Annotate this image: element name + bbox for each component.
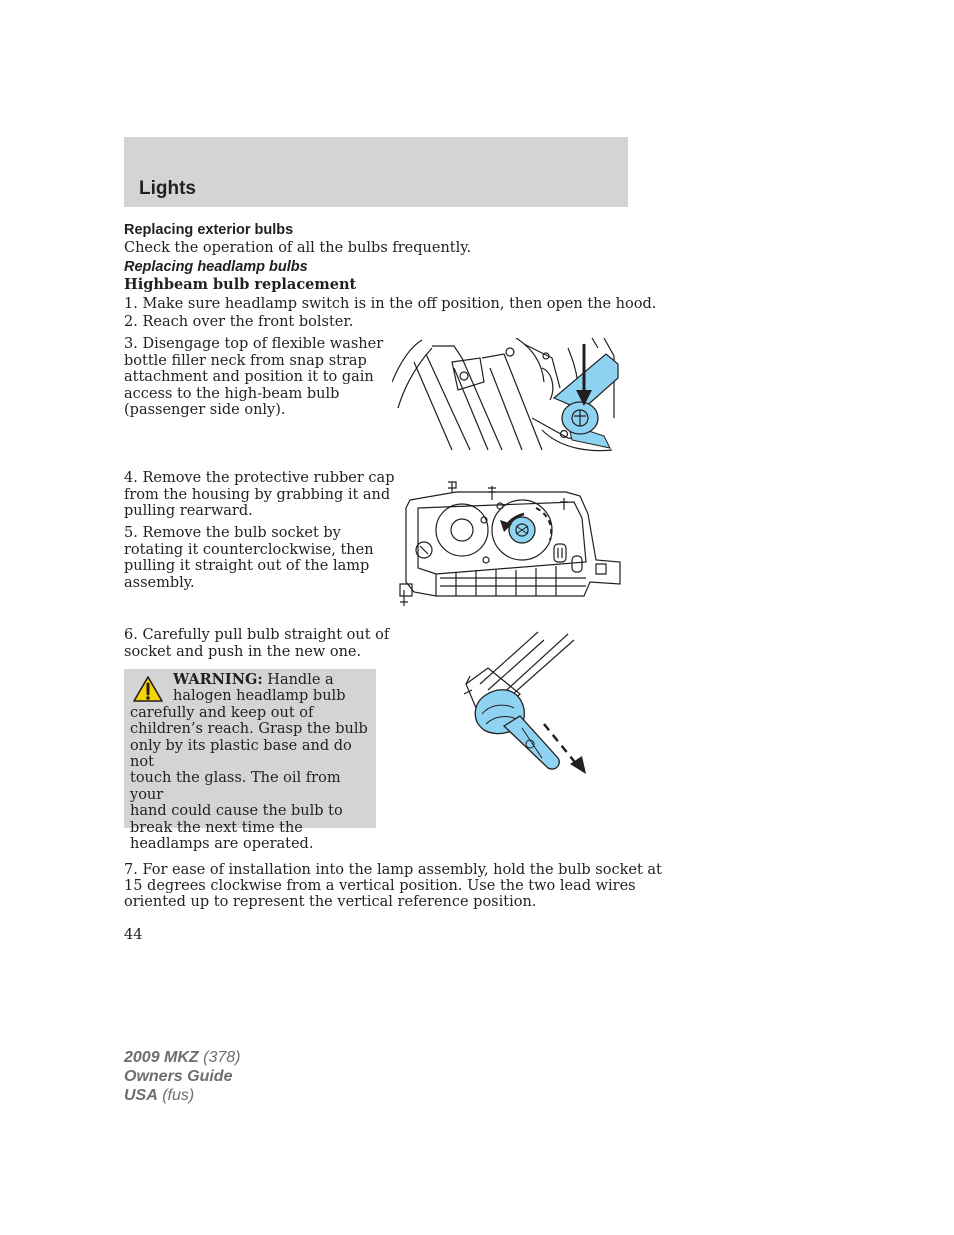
warning-text: WARNING: Handle a halogen headlamp bulb carefully and keep out of children’s reach. Grasp the bulb only by its plastic base and do not touch the glass. The oil from your hand could cause the bulb to break the next time the headlamps are operated. bbox=[130, 671, 368, 853]
warning-box bbox=[124, 669, 376, 853]
heading-highbeam-bulb-replacement: Highbeam bulb replacement bbox=[124, 276, 357, 293]
section-title: Lights bbox=[139, 178, 196, 199]
heading-replacing-headlamp-bulbs: Replacing headlamp bulbs bbox=[124, 259, 308, 275]
warning-label: WARNING: bbox=[173, 671, 263, 688]
page-number: 44 bbox=[124, 927, 143, 943]
heading-replacing-exterior-bulbs: Replacing exterior bulbs bbox=[124, 222, 294, 238]
engine-bay-illustration bbox=[392, 338, 622, 456]
bulb-removal-illustration bbox=[458, 628, 590, 778]
step-1: 1. Make sure headlamp switch is in the off position, then open the hood. bbox=[124, 296, 657, 312]
headlamp-housing-illustration bbox=[396, 478, 624, 608]
section-header-band bbox=[124, 137, 628, 207]
step-2: 2. Reach over the front bolster. bbox=[124, 314, 354, 330]
footer-model-info: 2009 MKZ (378) Owners Guide USA (fus) bbox=[124, 1049, 241, 1104]
intro-text: Check the operation of all the bulbs frequently. bbox=[124, 240, 472, 256]
